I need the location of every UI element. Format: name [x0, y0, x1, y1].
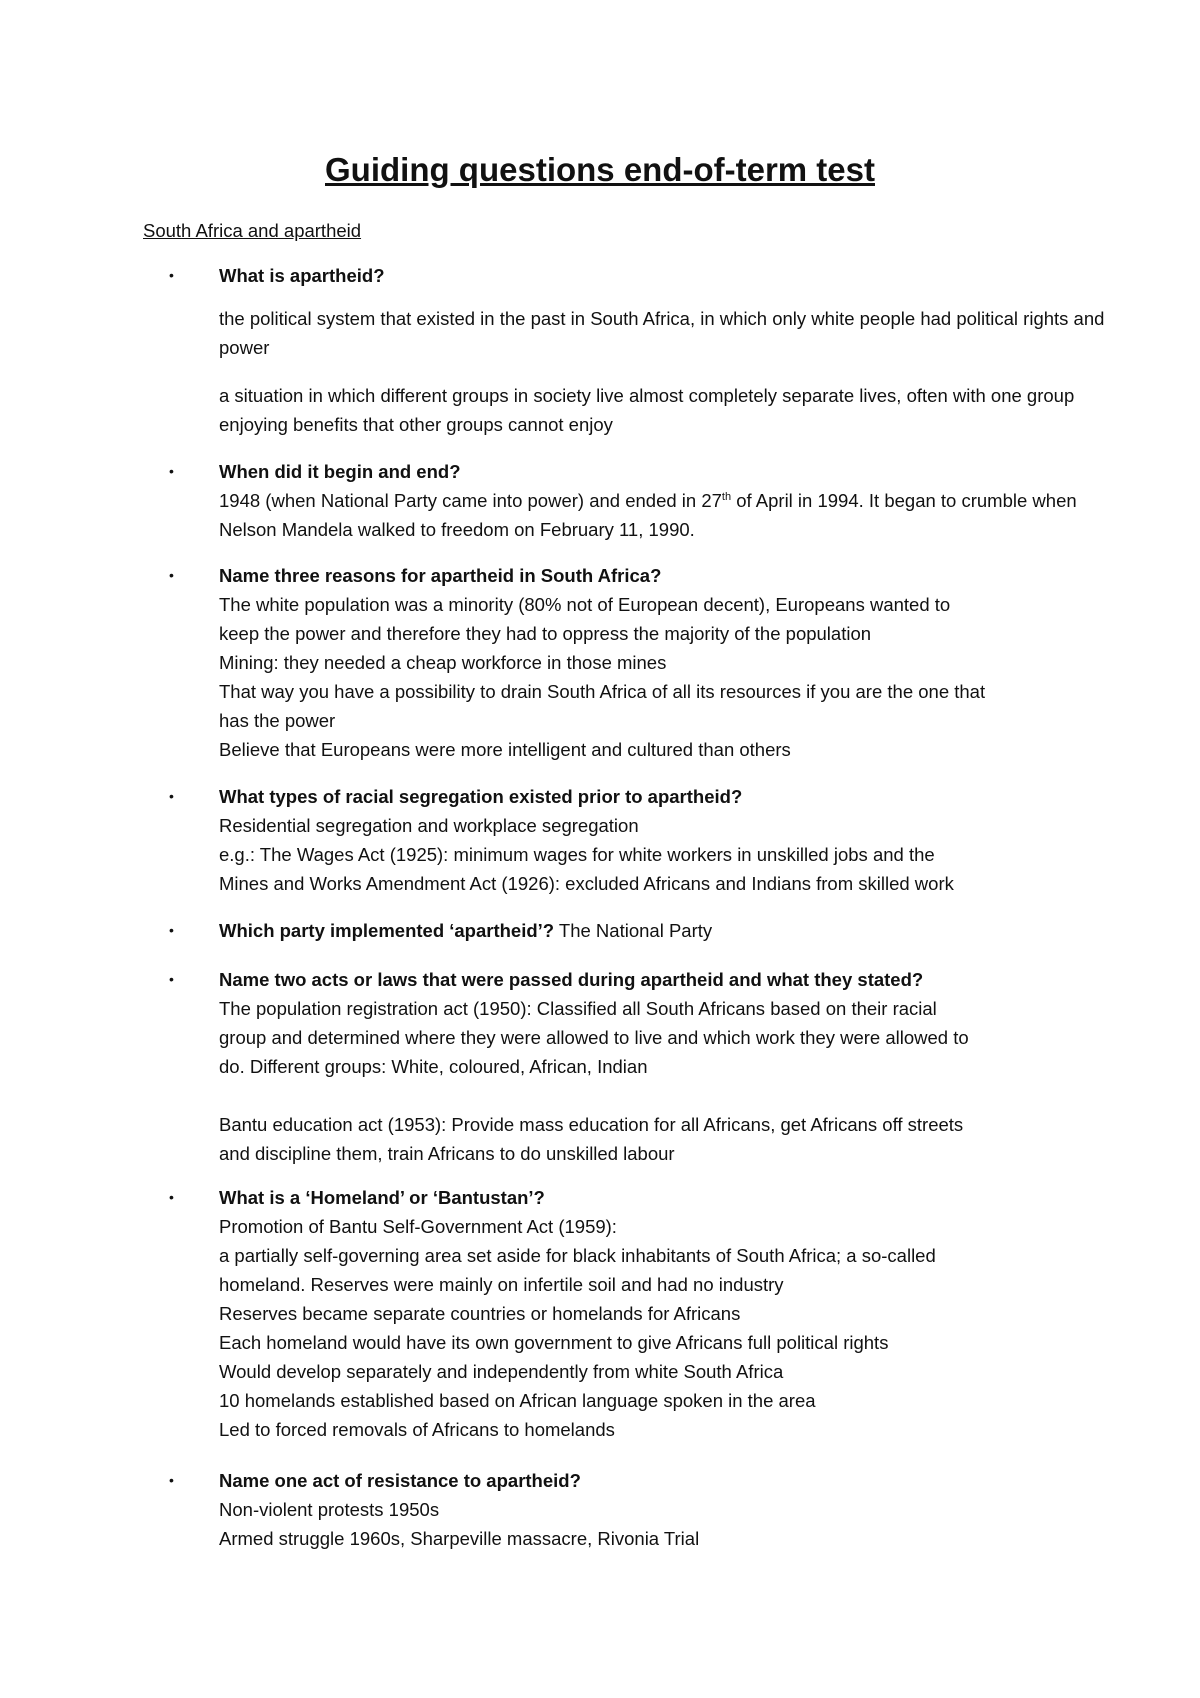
bullet-icon: •	[169, 922, 174, 938]
question-text: What is apartheid?	[219, 265, 385, 286]
question-item	[169, 1183, 1105, 1444]
answer-text-start: 1948 (when National Party came into power) and ended in 27	[219, 490, 722, 511]
section-heading: South Africa and apartheid	[143, 220, 362, 241]
answer-text: Residential segregation and workplace segregation e.g.: The Wages Act (1925): minimum wages for white workers in unskilled jobs and the Mines and Works Amendment Act (1926): excluded Africans and Indians from skilled work	[219, 815, 954, 894]
bullet-icon: •	[169, 567, 174, 583]
question-item	[169, 1466, 1105, 1553]
question-text: What types of racial segregation existed prior to apartheid?	[219, 786, 743, 807]
answer-text: The white population was a minority (80% not of European decent), Europeans wanted to keep the power and therefore they had to oppress the majority of the population Mining: they needed a cheap workforce in those mines That way you have a possibility to drain South Africa of all its resources if you are the one that has the power Believe that Europeans were more intelligent and cultured than others	[219, 594, 986, 760]
question-label: Which party implemented ‘apartheid’?	[219, 920, 555, 941]
question-item	[169, 561, 1105, 764]
question-item	[169, 782, 1105, 898]
bullet-icon: •	[169, 788, 174, 804]
bullet-icon: •	[169, 1189, 174, 1205]
answer-paragraph: the political system that existed in the past in South Africa, in which only white people had political rights and power	[219, 308, 1105, 358]
question-item	[169, 261, 1105, 457]
bullet-icon: •	[169, 1472, 174, 1488]
bullet-icon: •	[169, 463, 174, 479]
question-item	[169, 457, 1105, 544]
question-text: Name three reasons for apartheid in South Africa?	[219, 565, 662, 586]
answer-text: Non-violent protests 1950s Armed struggle 1960s, Sharpeville massacre, Rivonia Trial	[219, 1499, 700, 1549]
answer-text: The population registration act (1950): Classified all South Africans based on their racial group and determined where they were allowed to live and which work they were allowed to do. Different groups: White, coloured, African, Indian Bantu education act (1953): Provide mass education for all Africans, get Africans off streets and discipline them, train Africans to do unskilled labour	[219, 998, 969, 1164]
question-item	[169, 965, 1105, 1168]
answer-paragraph: a situation in which different groups in society live almost completely separate lives, often with one group enjoying benefits that other groups cannot enjoy	[219, 384, 1075, 435]
answer-text	[219, 486, 1105, 544]
bullet-icon: •	[169, 971, 174, 987]
question-text: What is a ‘Homeland’ or ‘Bantustan’?	[219, 1187, 545, 1208]
answer-text-end: of April in 1994. It began to crumble when Nelson Mandela walked to freedom on February 11, 1990.	[219, 490, 1077, 540]
ordinal-suffix: th	[721, 490, 732, 503]
question-text	[219, 916, 1105, 945]
document-title: Guiding questions end-of-term test	[325, 151, 875, 188]
question-text: When did it begin and end?	[219, 461, 461, 482]
question-text: Name two acts or laws that were passed during apartheid and what they stated?	[219, 969, 924, 990]
question-text: Name one act of resistance to apartheid?	[219, 1470, 581, 1491]
answer-text: Promotion of Bantu Self-Government Act (1959): a partially self-governing area set aside for black inhabitants of South Africa; a so-called homeland. Reserves were mainly on infertile soil and had no industry Reserves became separate countries or homelands for Africans Each homeland would have its own government to give Africans full political rights Would develop separately and independently from white South Africa 10 homelands established based on African language spoken in the area Led to forced removals of Africans to homelands	[219, 1216, 936, 1440]
inline-answer: The National Party	[554, 920, 713, 941]
question-item	[169, 916, 1105, 945]
bullet-icon: •	[169, 267, 174, 283]
